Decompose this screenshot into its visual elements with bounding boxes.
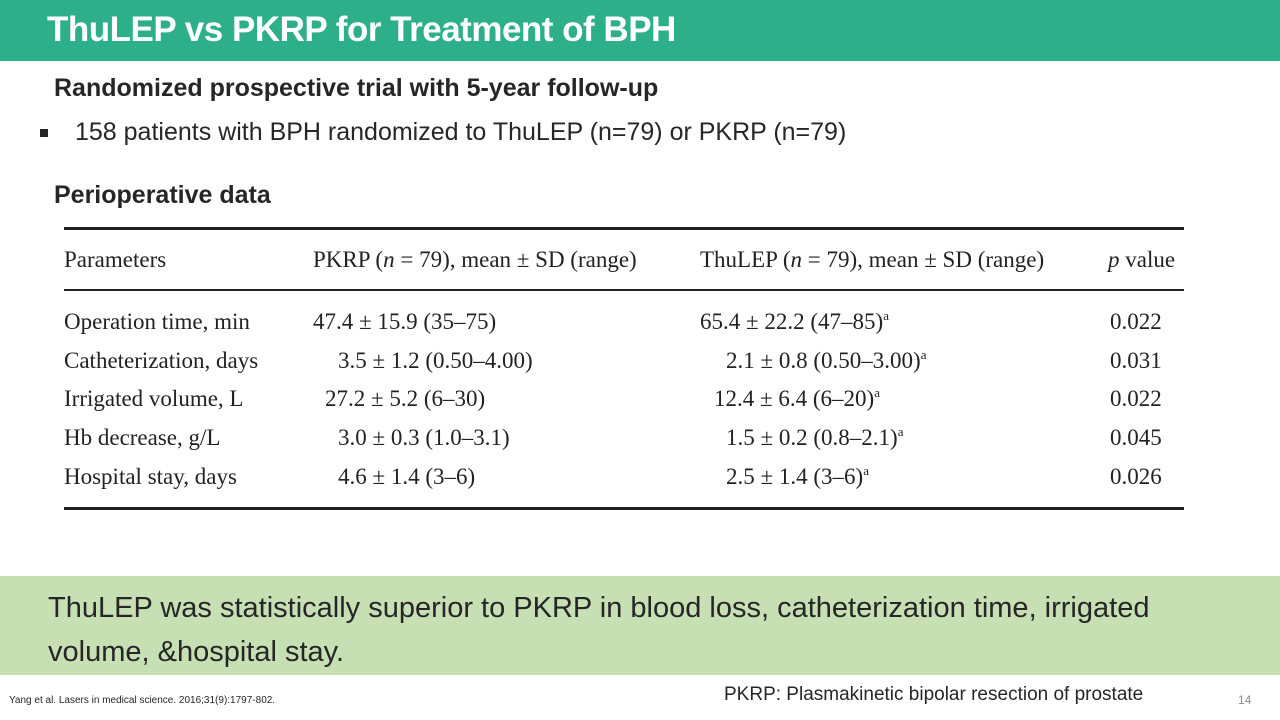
header-thulep: ThuLEP (n = 79), mean ± SD (range) <box>700 247 1045 272</box>
conclusion-box <box>0 576 1280 675</box>
row-2-p-value: 0.031 <box>1110 348 1162 373</box>
row-5-parameter: Hospital stay, days <box>64 464 237 489</box>
footnote-mark: a <box>863 463 869 478</box>
abbreviation-footnote: PKRP: Plasmakinetic bipolar resection of prostate <box>724 684 1144 705</box>
row-1-pkrp: 47.4 ± 15.9 (35–75) <box>313 309 497 334</box>
footnote-mark: a <box>883 308 889 323</box>
row-3-thulep: 12.4 ± 6.4 $(6-20)^a$ <box>714 385 880 411</box>
row-2-thulep: 2.1 ± 0.8 $(0.50-3.00)^a$ <box>726 347 927 373</box>
row-5-p-value: 0.026 <box>1110 464 1162 489</box>
square-bullet-icon <box>40 129 48 137</box>
header-parameters: Parameters <box>64 247 167 272</box>
footnote-mark: a <box>920 347 927 362</box>
row-3-parameter: Irrigated volume, L <box>64 386 244 411</box>
row-4-pkrp: 3.0 ± 0.3 (1.0–3.1) <box>338 425 510 450</box>
conclusion-text: ThuLEP was statistically superior to PKRP in blood loss, catheterization time, irrigated volume, &hospital stay. <box>48 592 1150 668</box>
row-4-parameter: Hb decrease, g/L <box>64 425 221 450</box>
row-4-thulep: 1.5 ± 0.2 $(0.8-2.1)^a$ <box>726 424 904 450</box>
header-pkrp: PKRP (n = 79), mean ± SD (range) <box>313 247 637 272</box>
title-bar <box>0 0 1280 61</box>
section-heading: Perioperative data <box>54 181 271 209</box>
row-3-p-value: 0.022 <box>1110 386 1162 411</box>
row-1-parameter: Operation time, min <box>64 309 250 334</box>
slide-subtitle: Randomized prospective trial with 5-year follow-up <box>54 74 659 102</box>
table-top-rule <box>64 227 1184 230</box>
perioperative-data-table <box>64 227 1184 511</box>
footnote-mark: a <box>874 385 880 400</box>
slide-title: ThuLEP vs PKRP for Treatment of BPH <box>47 10 676 49</box>
table-header-rule <box>64 289 1184 291</box>
row-1-p-value: 0.022 <box>1110 309 1162 334</box>
row-2-pkrp: 3.5 ± 1.2 (0.50–4.00) <box>338 348 533 373</box>
row-2-parameter: Catheterization, days <box>64 348 259 373</box>
row-3-pkrp: 27.2 ± 5.2 (6–30) <box>325 386 486 411</box>
row-5-thulep: 2.5 ± 1.4 $(3-6)^a$ <box>726 463 869 489</box>
footnote-mark: a <box>897 424 904 439</box>
page-number: 14 <box>1238 693 1252 707</box>
row-1-thulep: 65.4 ± 22.2 $(47-85)^a$ <box>700 308 889 334</box>
header-p-value: p value <box>1108 247 1176 272</box>
row-4-p-value: 0.045 <box>1110 425 1162 450</box>
table-bottom-rule <box>64 507 1184 510</box>
citation: Yang et al. Lasers in medical science. 2016;31(9):1797-802. <box>9 695 276 706</box>
row-5-pkrp: 4.6 ± 1.4 (3–6) <box>338 464 476 489</box>
bullet-text: 158 patients with BPH randomized to ThuLEP (n=79) or PKRP (n=79) <box>75 118 847 146</box>
